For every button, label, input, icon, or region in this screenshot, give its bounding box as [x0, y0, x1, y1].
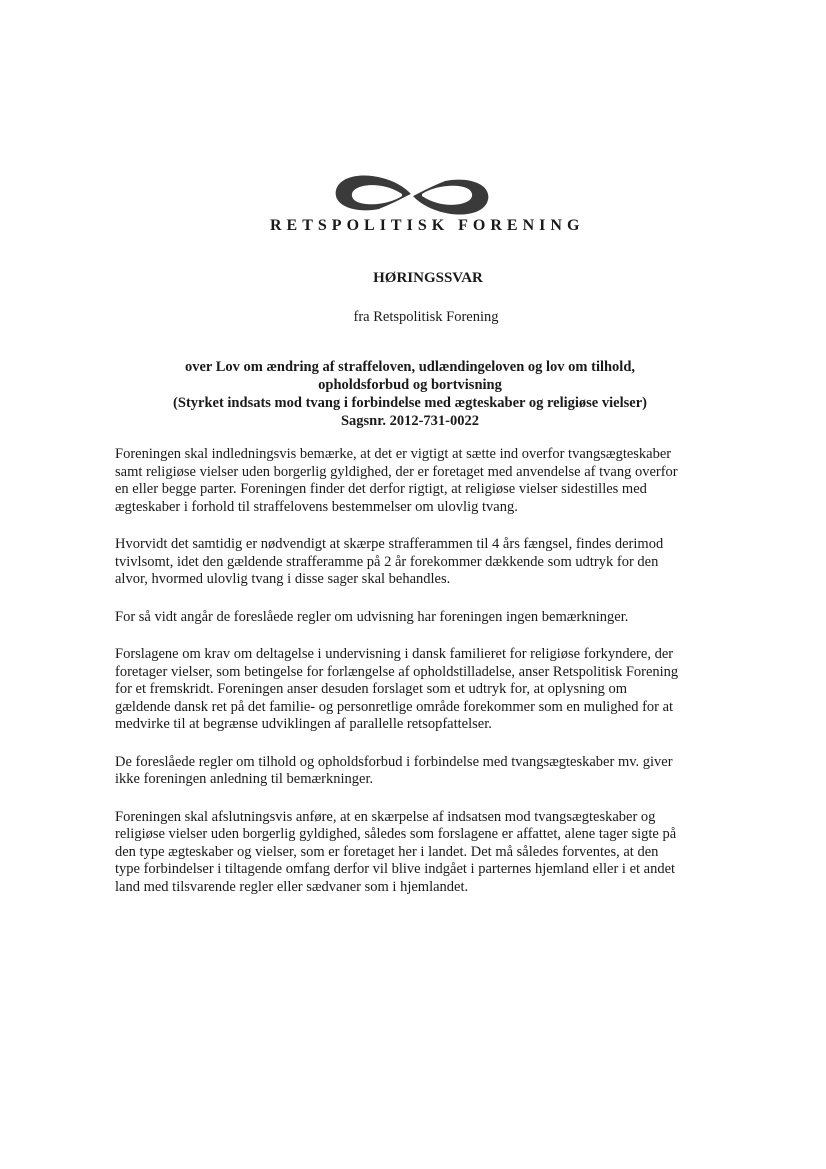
- paragraph-education: Forslagene om krav om deltagelse i undervisning i dansk familieret for religiøse forkyndere, der foretager vielser, som betingelse for forlængelse af opholdstilladelse, anser Retspolitisk Forening for et fremskridt. Foreningen anser desuden forslaget som et udtryk for, at oplysning om gældende dansk ret på det familie- og personretlige område forekommer som en mulighed for at medvirke til at begrænse udviklingen af parallelle retsopfattelser.: [115, 646, 679, 732]
- organization-name: RETSPOLITISK FORENING: [270, 217, 585, 234]
- paragraph-restraining: De foreslåede regler om tilhold og opholdsforbud i forbindelse med tvangsægteskaber mv. giver ikke foreningen anledning til bemærkninger.: [115, 753, 673, 787]
- sender-line: fra Retspolitisk Forening: [353, 309, 499, 325]
- paragraph-intro: Foreningen skal indledningsvis bemærke, at det er vigtigt at sætte ind overfor tvangsægteskaber samt religiøse vielser uden borgerlig gyldighed, der er foretaget med anvendelse af tvang overfor en eller begge parter. Foreningen finder det derfor rigtigt, at religiøse vielser sidestilles med ægteskaber i forhold til straffelovens bestemmelser om ulovlig tvang.: [115, 446, 678, 515]
- subject-line-1: over Lov om ændring af straffeloven, udlændingeloven og lov om tilhold,: [184, 359, 636, 375]
- infinity-loop-logo-icon: [332, 170, 492, 220]
- paragraph-conclusion: Foreningen skal afslutningsvis anføre, at en skærpelse af indsatsen mod tvangsægteskaber og religiøse vielser uden borgerlig gyldighed, således som forslagene er affattet, alene tager sigte på den type ægteskaber og vielser, som er foretaget her i landet. Det må således forventes, at den type forbindelser i tiltagende omfang derfor vil blive indgået i parternes hjemland eller i et andet land med tilsvarende regler eller sædvaner som i hjemlandet.: [115, 808, 677, 895]
- paragraph-penalty: Hvorvidt det samtidig er nødvendigt at skærpe strafferammen til 4 års fængsel, findes derimod tvivlsomt, idet den gældende strafferamme på 2 år forekommer dækkende som udtryk for den alvor, hvormed ulovlig tvang i disse sager skal behandles.: [115, 536, 664, 587]
- case-number: Sagsnr. 2012-731-0022: [340, 413, 480, 429]
- subject-block: [140, 358, 680, 430]
- document-title: HØRINGSSVAR: [373, 270, 483, 286]
- body-text: [115, 446, 680, 916]
- subject-line-3: (Styrket indsats mod tvang i forbindelse med ægteskaber og religiøse vielser): [173, 395, 647, 411]
- paragraph-expulsion: For så vidt angår de foreslåede regler om udvisning har foreningen ingen bemærkninger.: [115, 608, 629, 625]
- subject-line-2: opholdsforbud og bortvisning: [318, 377, 502, 393]
